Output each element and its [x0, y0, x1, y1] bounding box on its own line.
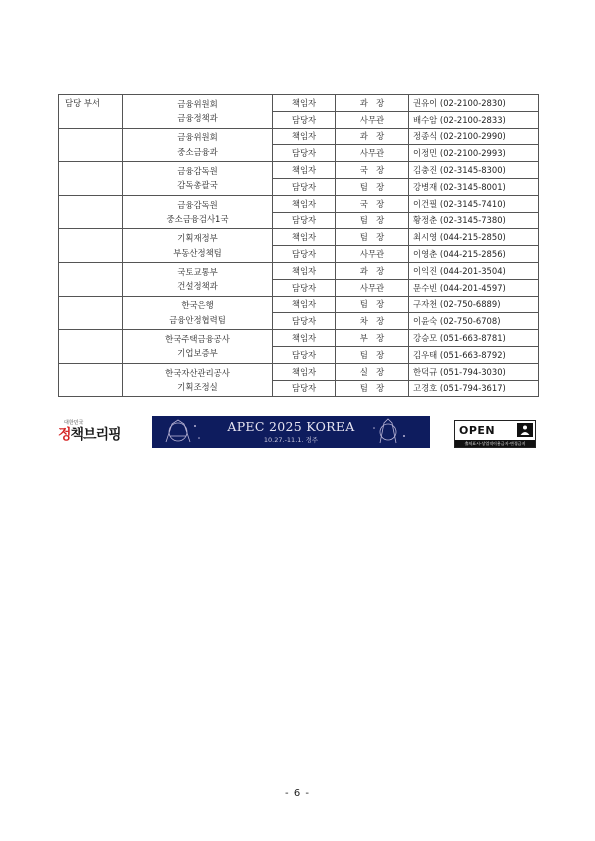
role-cell: 담당자: [273, 145, 336, 162]
department-cell: [123, 363, 273, 397]
contact-row: [59, 95, 539, 112]
contact-row: [59, 128, 539, 145]
contact-cell: 이건필 (02-3145-7410): [409, 195, 539, 212]
contact-row: [59, 162, 539, 179]
role-cell: 책임자: [273, 330, 336, 347]
contact-cell: 강병재 (02-3145-8001): [409, 178, 539, 195]
contact-cell: 권유이 (02-2100-2830): [409, 95, 539, 112]
organization-name: 한국자산관리공사: [165, 367, 230, 378]
position-cell: 과 장: [336, 128, 409, 145]
role-cell: 담당자: [273, 346, 336, 363]
contact-cell: 황정춘 (02-3145-7380): [409, 212, 539, 229]
contact-cell: 구자천 (02-750-6889): [409, 296, 539, 313]
logo-small-text: 대한민국: [64, 420, 84, 426]
department-cell: [123, 262, 273, 296]
section-label-empty: [59, 128, 123, 162]
position-cell: 사무관: [336, 145, 409, 162]
division-name: 부동산정책팀: [173, 247, 222, 258]
contact-cell: 한덕규 (051-794-3030): [409, 363, 539, 380]
role-cell: 담당자: [273, 380, 336, 397]
position-cell: 팀 장: [336, 346, 409, 363]
department-cell: [123, 162, 273, 196]
contact-cell: 김우태 (051-663-8792): [409, 346, 539, 363]
position-cell: 부 장: [336, 330, 409, 347]
division-name: 건설정책과: [177, 281, 218, 292]
division-name: 중소금융과: [177, 146, 218, 157]
section-label-empty: [59, 296, 123, 330]
department-cell: [123, 330, 273, 364]
contact-cell: 김충진 (02-3145-8300): [409, 162, 539, 179]
banner-dates: 10.27.-11.1. 경주: [263, 436, 319, 444]
section-label-cell: 담당 부서: [59, 95, 123, 129]
position-cell: 실 장: [336, 363, 409, 380]
position-cell: 국 장: [336, 162, 409, 179]
organization-name: 금융위원회: [177, 132, 218, 143]
role-cell: 책임자: [273, 296, 336, 313]
license-terms: 출처표시-상업적이용금지-변경금지: [455, 440, 535, 447]
contact-cell: 이정민 (02-2100-2993): [409, 145, 539, 162]
open-label: OPEN: [459, 424, 496, 437]
contact-cell: 강승모 (051-663-8781): [409, 330, 539, 347]
contact-row: [59, 296, 539, 313]
role-cell: 책임자: [273, 162, 336, 179]
department-cell: [123, 229, 273, 263]
position-cell: 팀 장: [336, 212, 409, 229]
contact-cell: 최시영 (044-215-2850): [409, 229, 539, 246]
position-cell: 팀 장: [336, 296, 409, 313]
logo-main-text: 정책브리핑: [58, 427, 121, 443]
korea-policy-briefing-logo[interactable]: [58, 420, 124, 448]
position-cell: 차 장: [336, 313, 409, 330]
contact-cell: 이익진 (044-201-3504): [409, 262, 539, 279]
contact-cell: 이윤숙 (02-750-6708): [409, 313, 539, 330]
contact-cell: 배수암 (02-2100-2833): [409, 111, 539, 128]
position-cell: 국 장: [336, 195, 409, 212]
role-cell: 책임자: [273, 229, 336, 246]
kogl-open-license-badge[interactable]: [454, 420, 536, 448]
department-cell: [123, 195, 273, 229]
position-cell: 사무관: [336, 246, 409, 263]
contact-row: [59, 330, 539, 347]
contact-row: [59, 229, 539, 246]
organization-name: 국토교통부: [177, 266, 218, 277]
division-name: 기업보증부: [177, 348, 218, 359]
role-cell: 담당자: [273, 111, 336, 128]
contact-row: [59, 262, 539, 279]
role-cell: 책임자: [273, 95, 336, 112]
organization-name: 기획재정부: [177, 233, 218, 244]
apec-2025-banner[interactable]: [152, 416, 430, 448]
section-label-empty: [59, 330, 123, 364]
role-cell: 책임자: [273, 128, 336, 145]
position-cell: 팀 장: [336, 229, 409, 246]
organization-name: 금융감독원: [177, 165, 218, 176]
division-name: 금융정책과: [177, 113, 218, 124]
page-number: - 6 -: [285, 788, 310, 799]
position-cell: 팀 장: [336, 178, 409, 195]
division-name: 금융안정협력팀: [169, 314, 226, 325]
position-cell: 사무관: [336, 279, 409, 296]
division-name: 기획조정실: [177, 382, 218, 393]
section-label-empty: [59, 229, 123, 263]
organization-name: 금융위원회: [177, 98, 218, 109]
role-cell: 담당자: [273, 212, 336, 229]
contact-cell: 문수빈 (044-201-4597): [409, 279, 539, 296]
department-cell: [123, 296, 273, 330]
section-label-empty: [59, 363, 123, 397]
section-label-empty: [59, 195, 123, 229]
contact-table: [58, 94, 539, 397]
contact-cell: 정종식 (02-2100-2990): [409, 128, 539, 145]
position-cell: 과 장: [336, 262, 409, 279]
organization-name: 한국은행: [181, 300, 214, 311]
division-name: 감독총괄국: [177, 180, 218, 191]
contact-cell: 이영춘 (044-215-2856): [409, 246, 539, 263]
position-cell: 과 장: [336, 95, 409, 112]
position-cell: 사무관: [336, 111, 409, 128]
role-cell: 책임자: [273, 262, 336, 279]
contact-cell: 고경호 (051-794-3617): [409, 380, 539, 397]
role-cell: 책임자: [273, 363, 336, 380]
role-cell: 담당자: [273, 313, 336, 330]
section-label-empty: [59, 262, 123, 296]
role-cell: 책임자: [273, 195, 336, 212]
contact-row: [59, 363, 539, 380]
role-cell: 담당자: [273, 279, 336, 296]
role-cell: 담당자: [273, 246, 336, 263]
organization-name: 한국주택금융공사: [165, 333, 230, 344]
contact-row: [59, 195, 539, 212]
position-cell: 팀 장: [336, 380, 409, 397]
role-cell: 담당자: [273, 178, 336, 195]
department-cell: [123, 95, 273, 129]
section-label-empty: [59, 162, 123, 196]
banner-title: APEC 2025 KOREA: [227, 419, 355, 434]
department-cell: [123, 128, 273, 162]
license-person-icon: [517, 423, 533, 437]
organization-name: 금융감독원: [177, 199, 218, 210]
division-name: 중소금융검사1국: [166, 214, 229, 225]
